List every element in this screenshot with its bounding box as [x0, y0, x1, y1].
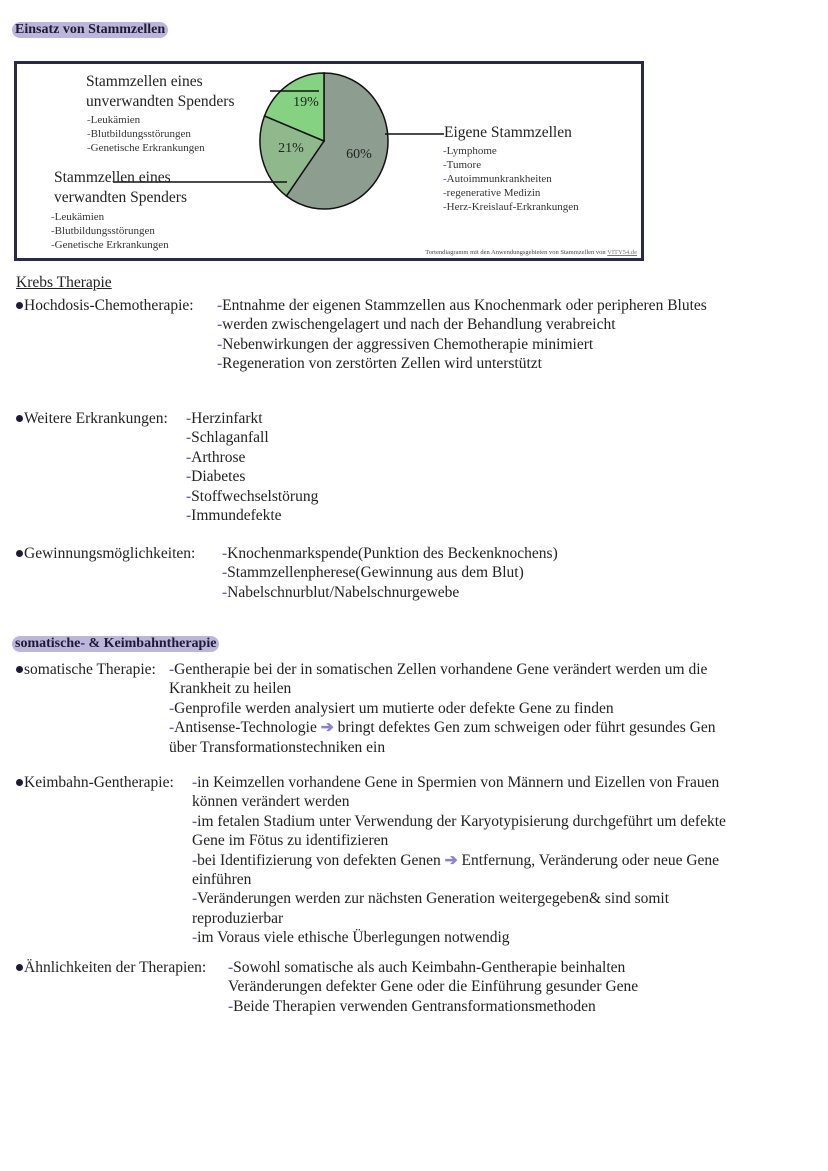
item-text: Lymphome	[446, 145, 497, 157]
dash-bullet-icon: -	[169, 719, 175, 737]
list-item	[186, 506, 318, 525]
section-label	[16, 773, 174, 792]
list-item	[222, 583, 558, 602]
list-item	[186, 487, 318, 506]
label-text: Hochdosis-Chemotherapie:	[24, 297, 194, 314]
chart-list-item	[443, 172, 579, 186]
dash-bullet-icon: -	[228, 959, 234, 976]
list-item	[192, 792, 726, 811]
dash-bullet-icon: -	[186, 487, 192, 505]
dash-bullet-icon: -	[87, 114, 91, 126]
section-list	[169, 660, 716, 757]
section-list	[186, 409, 318, 525]
dash-bullet-icon: -	[186, 429, 192, 447]
list-item	[228, 958, 638, 977]
items-unrelated	[87, 113, 205, 155]
label-line: unverwandten Spenders	[86, 93, 235, 110]
slice-value-label: 21%	[278, 141, 304, 156]
chart-list-item	[87, 113, 205, 127]
list-item	[222, 544, 558, 563]
item-text: regenerative Medizin	[446, 187, 541, 199]
section-label	[16, 409, 168, 428]
dash-bullet-icon: -	[169, 699, 175, 717]
list-item	[217, 335, 707, 354]
caption-link[interactable]: VITY54.de	[607, 249, 637, 256]
dash-bullet-icon: -	[87, 142, 91, 154]
item-text: einführen	[192, 871, 252, 889]
label-related	[54, 168, 187, 208]
item-text: Genprofile werden analysiert um mutierte oder defekte Gene zu finden	[174, 699, 614, 717]
dash-bullet-icon: -	[192, 812, 198, 830]
bullet-icon	[16, 550, 23, 557]
chart-list-item	[443, 200, 579, 214]
section-label	[16, 660, 156, 679]
dash-bullet-icon: -	[192, 774, 198, 791]
dash-bullet-icon: -	[51, 211, 55, 223]
list-item	[169, 699, 716, 718]
dash-bullet-icon: -	[217, 335, 223, 353]
krebs-therapie-heading: Krebs Therapie	[16, 274, 112, 291]
dash-bullet-icon: -	[228, 997, 234, 1015]
item-text-after-arrow: bringt defektes Gen zum schweigen oder führt gesundes Gen	[337, 719, 716, 737]
item-text-after-arrow: Entfernung, Veränderung oder neue Gene	[461, 851, 720, 869]
dash-bullet-icon: -	[192, 851, 198, 869]
dash-bullet-icon: -	[192, 890, 198, 908]
chart-list-item	[443, 158, 579, 172]
chart-caption	[425, 249, 637, 256]
label-line: Stammzellen eines	[54, 169, 171, 186]
dash-bullet-icon: -	[222, 545, 228, 562]
item-text: Gene im Fötus zu identifizieren	[192, 832, 389, 850]
item-text: Antisense-Technologie	[174, 719, 317, 737]
slice-value-label: 19%	[293, 95, 319, 110]
item-text: Gentherapie bei der in somatischen Zellen vorhandene Gene verändert werden um die	[174, 661, 708, 678]
section-label	[16, 958, 206, 977]
item-text: Sowohl somatische als auch Keimbahn-Gentherapie beinhalten	[233, 959, 626, 976]
list-item	[169, 738, 716, 757]
item-text: Leukämien	[54, 211, 105, 223]
list-item	[192, 812, 726, 831]
pie-chart-figure	[14, 61, 644, 261]
item-text: werden zwischengelagert und nach der Behandlung verabreicht	[222, 316, 616, 334]
item-text: Entnahme der eigenen Stammzellen aus Knochenmark oder peripheren Blutes	[222, 297, 707, 314]
list-item	[217, 315, 707, 334]
dash-bullet-icon: -	[186, 507, 192, 525]
list-item	[186, 448, 318, 467]
chart-list-item	[87, 141, 205, 155]
item-text: Herz-Kreislauf-Erkrankungen	[446, 201, 579, 213]
list-item	[186, 428, 318, 447]
list-item	[192, 773, 726, 792]
caption-text: Tortendiagramm mit den Anwendungsgebieten von Stammzellen von	[425, 249, 606, 256]
bullet-icon	[16, 666, 23, 673]
item-text: Knochenmarkspende(Punktion des Beckenknochens)	[227, 545, 558, 562]
dash-bullet-icon: -	[186, 410, 192, 427]
item-text: Herzinfarkt	[191, 410, 263, 427]
arrow-icon: ➔	[320, 719, 334, 737]
item-text: Immundefekte	[191, 507, 282, 525]
chart-list-item	[443, 144, 579, 158]
dash-bullet-icon: -	[186, 468, 192, 486]
item-text: bei Identifizierung von defekten Genen	[197, 851, 441, 869]
item-text: Genetische Erkrankungen	[90, 142, 205, 154]
item-text: Stoffwechselstörung	[191, 487, 319, 505]
bullet-icon	[16, 779, 23, 786]
chart-list-item	[51, 210, 169, 224]
item-text: Krankheit zu heilen	[169, 680, 292, 698]
dash-bullet-icon: -	[87, 128, 91, 140]
item-text: in Keimzellen vorhandene Gene in Spermien von Männern und Eizellen von Frauen	[197, 774, 720, 791]
dash-bullet-icon: -	[222, 583, 228, 601]
bullet-icon	[16, 964, 23, 971]
slice-value-label: 60%	[346, 147, 372, 162]
label-text: Ähnlichkeiten der Therapien:	[24, 959, 207, 976]
label-line: Stammzellen eines	[86, 73, 203, 90]
list-item	[192, 909, 726, 928]
bullet-icon	[16, 302, 23, 309]
section-list	[228, 958, 638, 1016]
section-list	[192, 773, 726, 948]
chart-list-item	[51, 238, 169, 252]
item-text: reproduzierbar	[192, 909, 284, 927]
dash-bullet-icon: -	[443, 145, 447, 157]
label-text: Weitere Erkrankungen:	[24, 410, 168, 427]
chart-list-item	[87, 127, 205, 141]
item-text: Schlaganfall	[191, 429, 269, 447]
dash-bullet-icon: -	[217, 297, 223, 314]
dash-bullet-icon: -	[443, 159, 447, 171]
item-text: Tumore	[446, 159, 482, 171]
list-item	[217, 296, 707, 315]
item-text: Veränderungen defekter Gene oder die Einführung gesunder Gene	[228, 978, 639, 996]
item-text: Leukämien	[90, 114, 141, 126]
label-text: Keimbahn-Gentherapie:	[24, 774, 174, 791]
list-item	[192, 870, 726, 889]
dash-bullet-icon: -	[169, 661, 175, 678]
list-item	[217, 354, 707, 373]
items-related	[51, 210, 169, 252]
chart-list-item	[443, 186, 579, 200]
label-text: somatische Therapie:	[24, 661, 156, 678]
item-text: Blutbildungsstörungen	[90, 128, 191, 140]
section-heading-stem-cells: Einsatz von Stammzellen	[12, 22, 168, 38]
list-item	[228, 977, 638, 996]
item-text: Beide Therapien verwenden Gentransformationsmethoden	[233, 997, 596, 1015]
item-text: Veränderungen werden zur nächsten Generation weitergegeben& sind somit	[197, 890, 670, 908]
dash-bullet-icon: -	[443, 173, 447, 185]
label-own: Eigene Stammzellen	[444, 124, 572, 141]
dash-bullet-icon: -	[443, 201, 447, 213]
chart-list-item	[51, 224, 169, 238]
dash-bullet-icon: -	[192, 929, 198, 947]
dash-bullet-icon: -	[51, 239, 55, 251]
arrow-icon: ➔	[444, 851, 458, 869]
item-text: im fetalen Stadium unter Verwendung der Karyotypisierung durchgeführt um defekte	[197, 812, 726, 830]
item-text: Nabelschnurblut/Nabelschnurgewebe	[227, 583, 460, 601]
list-item	[192, 889, 726, 908]
section-label	[16, 296, 194, 315]
item-text: können verändert werden	[192, 793, 350, 811]
list-item	[222, 563, 558, 582]
item-text: Regeneration von zerstörten Zellen wird unterstützt	[222, 355, 542, 373]
label-text: Gewinnungsmöglichkeiten:	[24, 545, 196, 562]
section-heading-therapies: somatische- & Keimbahntherapie	[12, 636, 219, 652]
item-text: Genetische Erkrankungen	[54, 239, 169, 251]
section-label	[16, 544, 195, 563]
item-text: im Voraus viele ethische Überlegungen notwendig	[197, 929, 510, 947]
item-text: Autoimmunkrankheiten	[446, 173, 552, 185]
list-item	[192, 831, 726, 850]
label-line: verwandten Spenders	[54, 189, 187, 206]
list-item	[192, 851, 726, 870]
item-text: Blutbildungsstörungen	[54, 225, 155, 237]
list-item	[186, 467, 318, 486]
dash-bullet-icon: -	[51, 225, 55, 237]
item-text: Diabetes	[191, 468, 246, 486]
dash-bullet-icon: -	[222, 564, 228, 582]
list-item	[228, 997, 638, 1016]
item-text: über Transformationstechniken ein	[169, 738, 386, 756]
list-item	[169, 660, 716, 679]
section-list	[222, 544, 558, 602]
dash-bullet-icon: -	[217, 316, 223, 334]
item-text: Arthrose	[191, 448, 246, 466]
items-own	[443, 144, 579, 214]
label-unrelated	[86, 72, 235, 112]
section-list	[217, 296, 707, 374]
item-text: Stammzellenpherese(Gewinnung aus dem Blut)	[227, 564, 524, 582]
list-item	[186, 409, 318, 428]
item-text: Nebenwirkungen der aggressiven Chemotherapie minimiert	[222, 335, 594, 353]
dash-bullet-icon: -	[217, 355, 223, 373]
list-item	[169, 718, 716, 737]
dash-bullet-icon: -	[186, 448, 192, 466]
bullet-icon	[16, 415, 23, 422]
list-item	[169, 679, 716, 698]
list-item	[192, 928, 726, 947]
dash-bullet-icon: -	[443, 187, 447, 199]
